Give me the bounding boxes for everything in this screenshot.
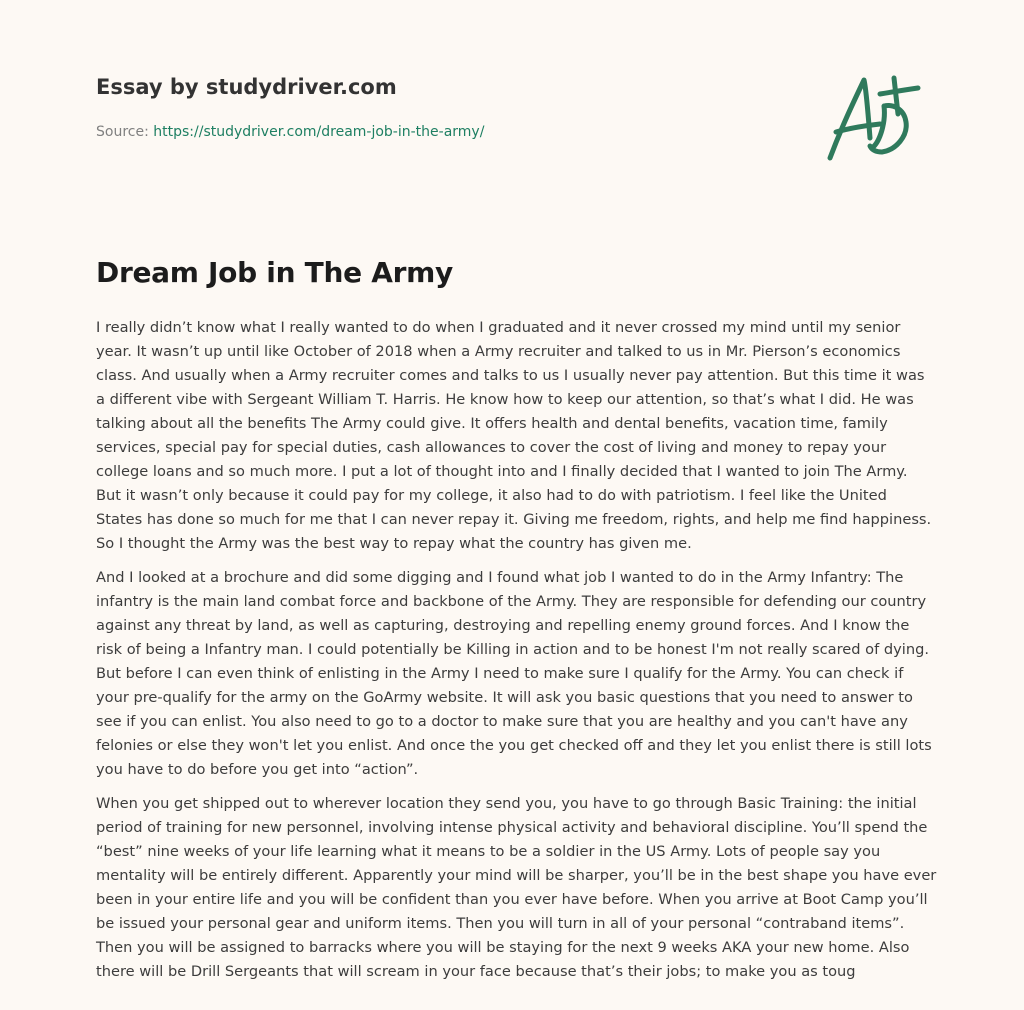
- text-line: college loans and so much more. I put a lot of thought into and I finally decided that I wanted to join The Army.: [96, 463, 908, 480]
- text-line: you have to do before you get into “action”.: [96, 761, 419, 778]
- text-line: your pre-qualify for the army on the GoArmy website. It will ask you basic questions that you need to answer to: [96, 689, 913, 706]
- text-line: States has done so much for me that I can never repay it. Giving me freedom, rights, and help me find happiness.: [96, 511, 932, 528]
- text-line: When you get shipped out to wherever location they send you, you have to go through Basic Training: the initial: [96, 795, 917, 812]
- text-line: But it wasn’t only because it could pay for my college, it also had to do with patriotism. I feel like the United: [96, 487, 887, 504]
- text-line: talking about all the benefits The Army could give. It offers health and dental benefits, vacation time, family: [96, 415, 888, 432]
- essay-title: Dream Job in The Army: [96, 256, 453, 289]
- site-title: Essay by studydriver.com: [96, 75, 397, 99]
- text-line: against any threat by land, as well as capturing, destroying and repelling enemy ground forces. And I know the: [96, 617, 910, 634]
- text-line: been in your entire life and you will be confident than you ever have before. When you arrive at Boot Camp you’ll: [96, 891, 928, 908]
- source-label: Source:: [96, 124, 149, 140]
- text-line: class. And usually when a Army recruiter comes and talks to us I usually never pay attention. But this time it was: [96, 367, 925, 384]
- text-line: “best” nine weeks of your life learning what it means to be a soldier in the US Army. Lots of people say you: [96, 843, 881, 860]
- text-line: a different vibe with Sergeant William T. Harris. He know how to keep our attention, so that’s what I did. He was: [96, 391, 914, 408]
- text-line: I really didn’t know what I really wanted to do when I graduated and it never crossed my mind until my senior: [96, 319, 901, 336]
- text-line: felonies or else they won't let you enlist. And once the you get checked off and they let you enlist there is still lots: [96, 737, 932, 754]
- text-line: So I thought the Army was the best way to repay what the country has given me.: [96, 535, 692, 552]
- text-line: Then you will be assigned to barracks where you will be staying for the next 9 weeks AKA your new home. Also: [96, 939, 910, 956]
- text-line: period of training for new personnel, involving intense physical activity and behavioral discipline. You’ll spend the: [96, 819, 928, 836]
- essay-body: [96, 316, 936, 994]
- source-line: [96, 124, 484, 140]
- text-line: risk of being a Infantry man. I could potentially be Killing in action and to be honest I'm not really scared of dying.: [96, 641, 929, 658]
- text-line: infantry is the main land combat force and backbone of the Army. They are responsible for defending our country: [96, 593, 927, 610]
- source-link[interactable]: https://studydriver.com/dream-job-in-the-army/: [153, 124, 485, 140]
- text-line: year. It wasn’t up until like October of 2018 when a Army recruiter and talked to us in Mr. Pierson’s economics: [96, 343, 901, 360]
- text-line: see if you can enlist. You also need to go to a doctor to make sure that you are healthy and you can't have any: [96, 713, 908, 730]
- essay-paragraph-1: [96, 316, 936, 556]
- text-line: be issued your personal gear and uniform items. Then you will turn in all of your personal “contraband items”.: [96, 915, 905, 932]
- header: [96, 75, 928, 99]
- essay-paragraph-3: [96, 792, 936, 984]
- a-plus-grade-icon: [822, 66, 932, 166]
- essay-paragraph-2: [96, 566, 936, 782]
- text-line: there will be Drill Sergeants that will scream in your face because that’s their jobs; to make you as toug: [96, 963, 856, 980]
- text-line: But before I can even think of enlisting in the Army I need to make sure I qualify for the Army. You can check if: [96, 665, 904, 682]
- text-line: services, special pay for special duties, cash allowances to cover the cost of living and money to repay your: [96, 439, 887, 456]
- text-line: And I looked at a brochure and did some digging and I found what job I wanted to do in the Army Infantry: The: [96, 569, 904, 586]
- text-line: mentality will be entirely different. Apparently your mind will be sharper, you’ll be in the best shape you have ever: [96, 867, 937, 884]
